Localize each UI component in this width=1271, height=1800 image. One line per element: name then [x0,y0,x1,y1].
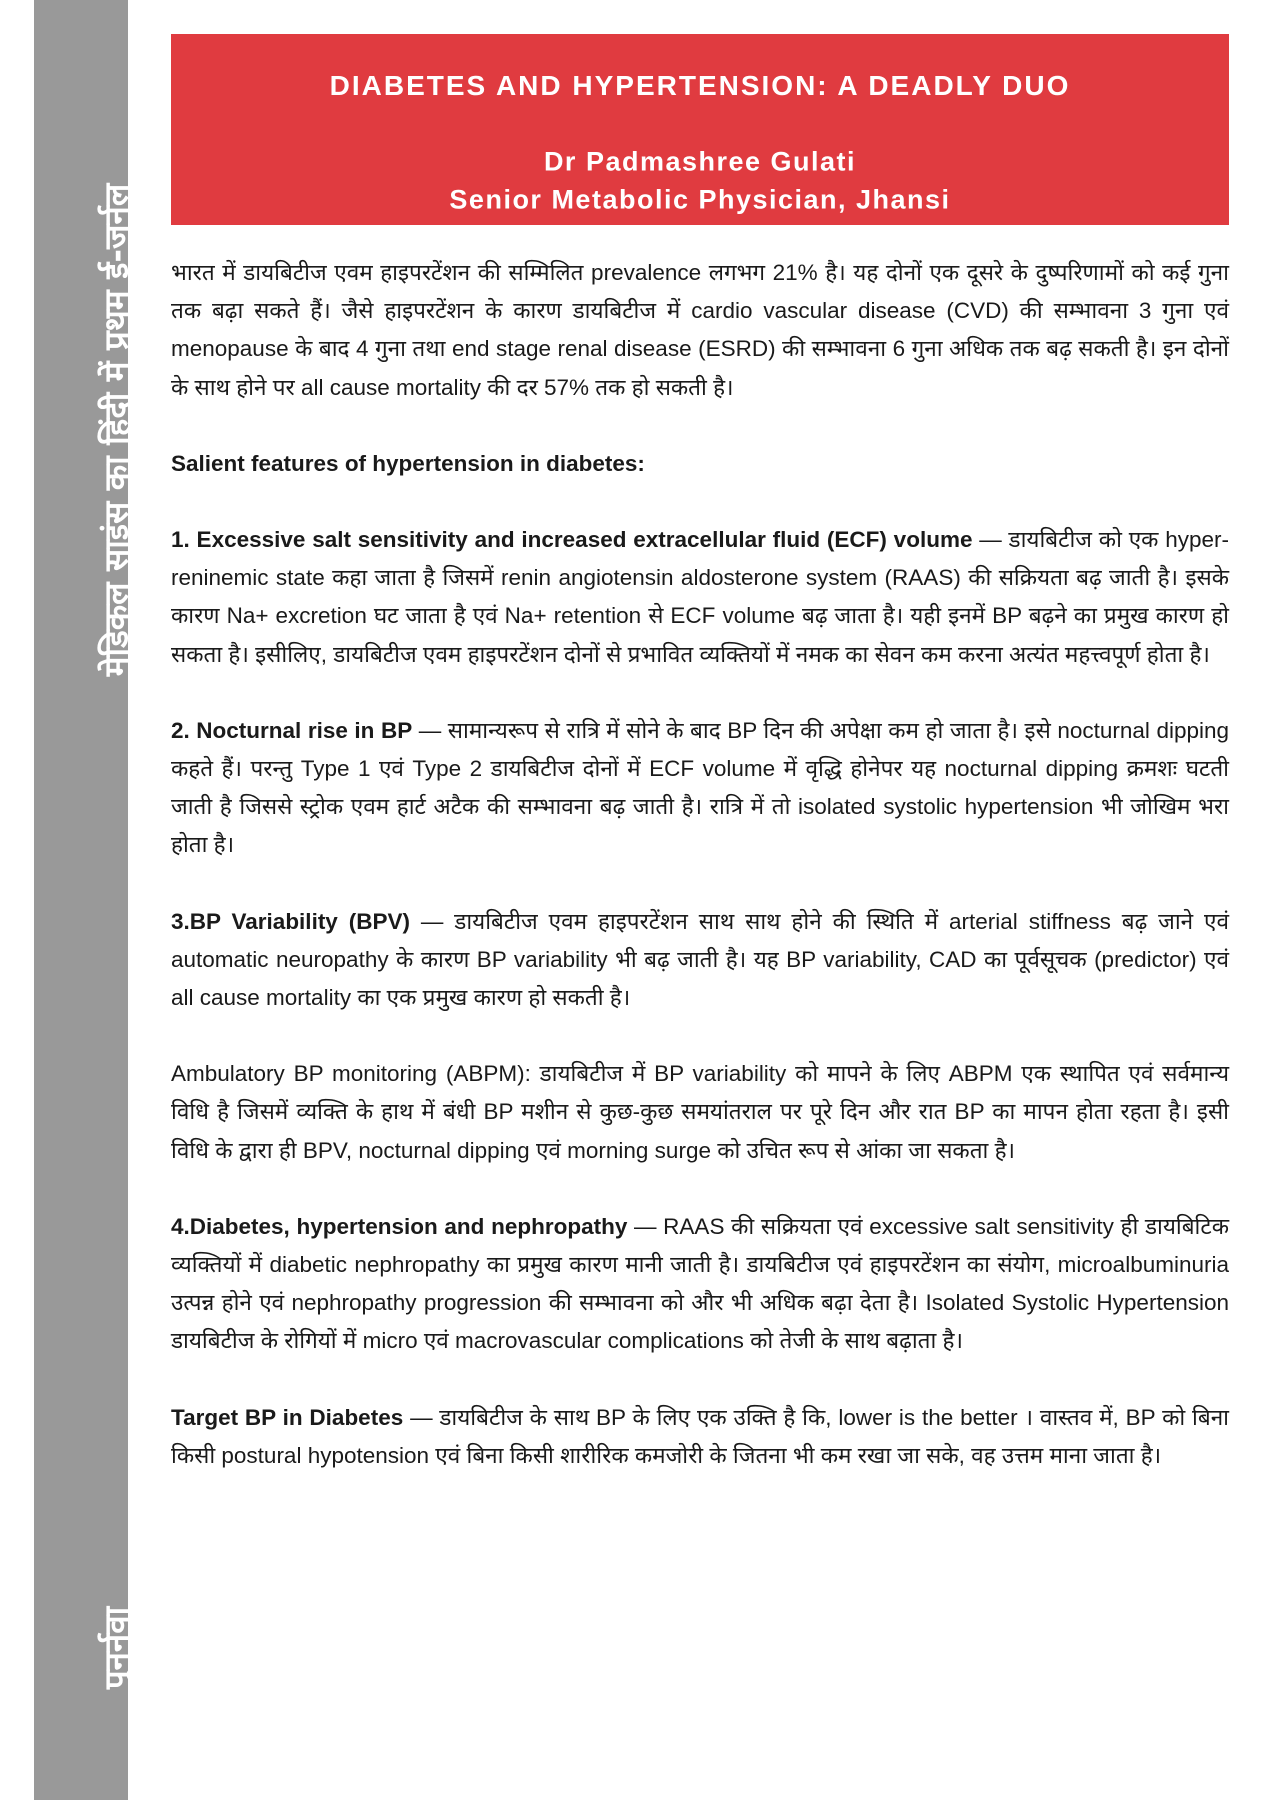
article-title: DIABETES AND HYPERTENSION: A DEADLY DUO [329,70,1071,101]
abpm-paragraph: Ambulatory BP monitoring (ABPM): डायबिटीज में BP variability को मापने के लिए ABPM एक स्थापित एवं सर्वमान्य विधि है जिसमें व्यक्ति के हाथ में बंधी BP मशीन से कुछ-कुछ समयांतराल पर पूरे दिन और रात BP का मापन होता रहता है। इसी विधि के द्वारा ही BPV, nocturnal dipping एवं morning surge को उचित रूप से आंका जा सकता है। [171,1061,1229,1163]
point-4 [171,1208,1229,1361]
article-header [171,34,1229,225]
target-bp-text: — डायबिटीज के साथ BP के लिए एक उक्ति है कि, lower is the better । वास्तव में, BP को बिना किसी postural hypotension एवं बिना किसी शारीरिक कमजोरी के जितना भी कम रखा जा सके, वह उत्तम माना जाता है। [171,1404,1230,1468]
point-1 [171,521,1229,674]
journal-brand: पुनर्नवा [96,1606,136,1690]
target-bp [171,1399,1229,1475]
target-bp-heading: Target BP in Diabetes [171,1404,404,1430]
point-2-heading: 2. Nocturnal rise in BP [171,717,413,743]
journal-tagline: मेडिकल साइंस का हिंदी में प्रथम ई-जर्नल [96,183,136,677]
article-body [171,254,1229,1513]
point-2-text: — सामान्यरूप से रात्रि में सोने के बाद BP दिन की अपेक्षा कम हो जाता है। इसे nocturnal dipping कहते हैं। परन्तु Type 1 एवं Type 2 डायबिटीज दोनों में ECF volume में वृद्धि होनेपर यह nocturnal dipping क्रमशः घटती जाती है जिससे स्ट्रोक एवम हार्ट अटैक की सम्भावना बढ़ जाती है। रात्रि में तो isolated systolic hypertension भी जोखिम भरा होता है। [171,717,1230,858]
point-3 [171,903,1229,1018]
point-2 [171,712,1229,865]
point-4-text: — RAAS की सक्रियता एवं excessive salt sensitivity ही डायबिटिक व्यक्तियों में diabetic nephropathy का प्रमुख कारण मानी जाती है। डायबिटीज एवं हाइपरटेंशन का संयोग, microalbuminuria उत्पन्न होने एवं nephropathy progression की सम्भावना को और भी अधिक बढ़ा देता है। Isolated Systolic Hypertension डायबिटीज के रोगियों में micro एवं macrovascular complications को तेजी के साथ बढ़ाता है। [171,1213,1229,1354]
point-1-text: — डायबिटीज को एक hyper-reninemic state कहा जाता है जिसमें renin angiotensin aldosterone system (RAAS) की सक्रियता बढ़ जाती है। इसके कारण Na+ excretion घट जाता है एवं Na+ retention से ECF volume बढ़ जाता है। यही इनमें BP बढ़ने का प्रमुख कारण हो सकता है। इसीलिए, डायबिटीज एवम हाइपरटेंशन दोनों से प्रभावित व्यक्तियों में नमक का सेवन कम करना अत्यंत महत्त्वपूर्ण होता है। [171,527,1229,667]
point-4-heading: 4.Diabetes, hypertension and nephropathy [171,1213,628,1239]
intro-paragraph: भारत में डायबिटीज एवम हाइपरटेंशन की सम्मिलित prevalence लगभग 21% है। यह दोनों एक दूसरे के दुष्परिणामों को कई गुना तक बढ़ा सकते हैं। जैसे हाइपरटेंशन के कारण डायबिटीज में cardio vascular disease (CVD) की सम्भावना 3 गुना एवं menopause के बाद 4 गुना तथा end stage renal disease (ESRD) की सम्भावना 6 गुना अधिक तक बढ़ सकती है। इन दोनों के साथ होने पर all cause mortality की दर 57% तक हो सकती है। [171,260,1229,400]
author-name: Dr Padmashree Gulati [543,146,857,177]
author-role: Senior Metabolic Physician, Jhansi [449,184,951,215]
features-heading: Salient features of hypertension in diabetes: [171,450,645,476]
point-3-text: — डायबिटीज एवम हाइपरटेंशन साथ साथ होने की स्थिति में arterial stiffness बढ़ जाने एवं automatic neuropathy के कारण BP variability भी बढ़ जाती है। यह BP variability, CAD का पूर्वसूचक (predictor) एवं all cause mortality का एक प्रमुख कारण हो सकती है। [171,908,1229,1011]
side-band [34,0,136,1800]
point-3-heading: 3.BP Variability (BPV) [171,908,410,934]
point-1-heading: 1. Excessive salt sensitivity and increased extracellular fluid (ECF) volume [171,527,973,553]
